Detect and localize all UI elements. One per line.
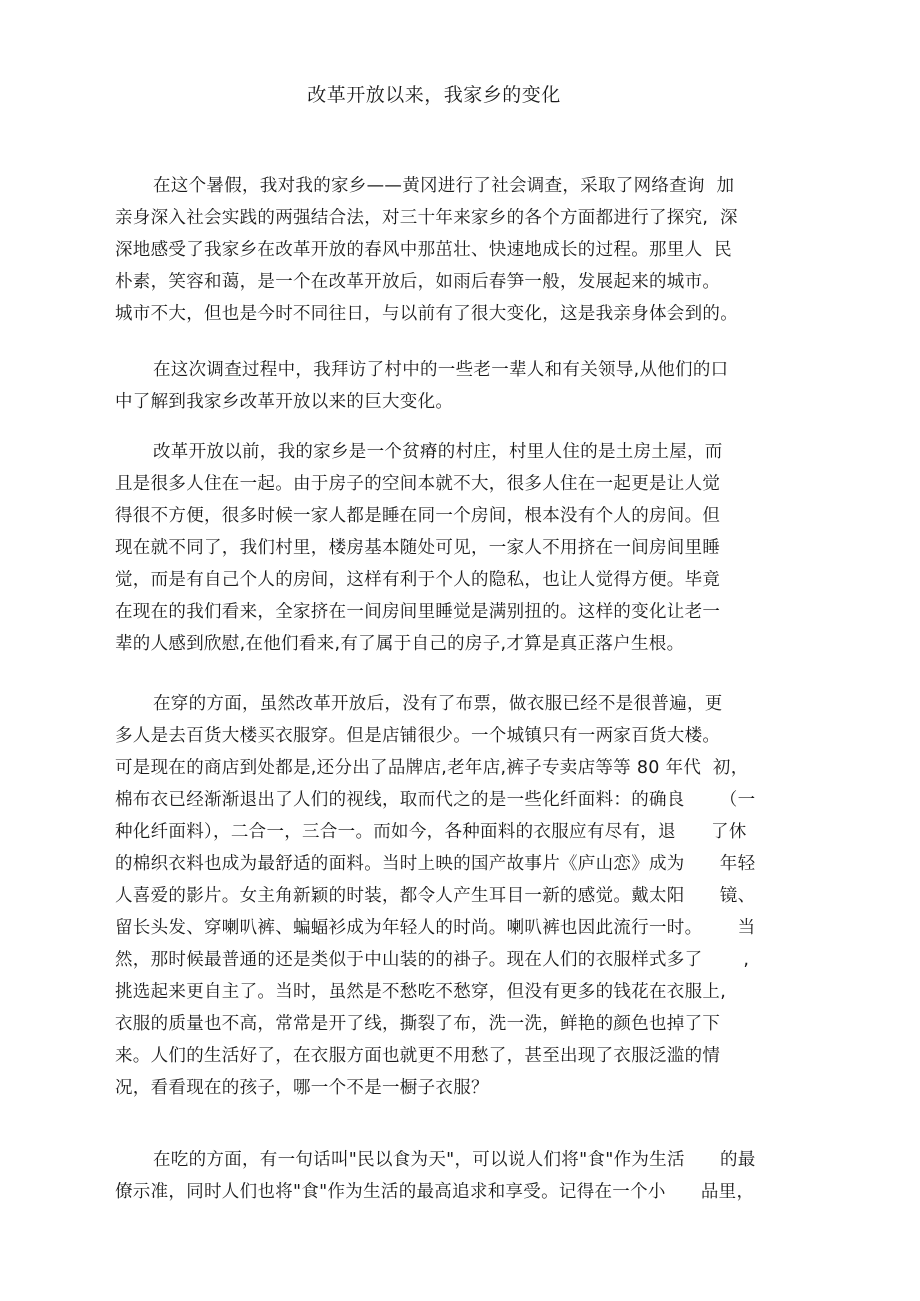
paragraph-line: 然，那时候最普通的还是类似于中山装的的褂子。现在人们的衣服样式多了 , — [115, 950, 750, 970]
paragraph-line: 现在就不同了，我们村里，楼房基本随处可见，一家人不用挤在一间房间里睡 — [115, 538, 721, 558]
paragraph-line: 改革开放以前，我的家乡是一个贫瘠的村庄，村里人住的是土房土屋，而 — [153, 442, 723, 462]
paragraph-line: 衣服的质量也不高，常常是开了线，撕裂了布，洗一洗，鲜艳的颜色也掉了下 — [115, 1014, 721, 1034]
paragraph-2 — [115, 354, 815, 418]
paragraph-line: 朴素，笑容和蔼，是一个在改革开放后，如雨后春笋一般，发展起来的城市。 — [115, 272, 721, 292]
paragraph-line: 来。人们的生活好了，在衣服方面也就更不用愁了，甚至出现了衣服泛滥的情 — [115, 1046, 721, 1066]
paragraph-5 — [115, 1144, 815, 1208]
paragraph-line: 人喜爱的影片。女主角新颖的时装，都令人产生耳目一新的感觉。戴太阳 镜、 — [115, 886, 756, 906]
paragraph-line: 留长头发、穿喇叭裤、蝙蝠衫成为年轻人的时尚。喇叭裤也因此流行一时。 当 — [115, 918, 756, 938]
paragraph-line: 可是现在的商店到处都是,还分出了品牌店,老年店,裤子专卖店等等 80 年代 初， — [115, 758, 749, 778]
paragraph-line: 挑选起来更自主了。当时，虽然是不愁吃不愁穿，但没有更多的钱花在衣服上, — [115, 982, 727, 1002]
paragraph-line: 在穿的方面，虽然改革开放后，没有了布票，做衣服已经不是很普遍，更 — [153, 694, 723, 714]
paragraph-line: 在这次调查过程中，我拜访了村中的一些老一辈人和有关领导,从他们的口 — [153, 360, 729, 380]
paragraph-line: 在现在的我们看来，全家挤在一间房间里睡觉是满别扭的。这样的变化让老一 — [115, 602, 721, 622]
paragraph-line: 况，看看现在的孩子，哪一个不是一橱子衣服？ — [115, 1078, 489, 1098]
paragraph-line: 亲身深入社会实践的两强结合法，对三十年来家乡的各个方面都进行了探究, 深 — [115, 208, 738, 228]
paragraph-3 — [115, 436, 815, 660]
paragraph-line: 觉，而是有自己个人的房间，这样有利于个人的隐私，也让人觉得方便。毕竟 — [115, 570, 721, 590]
paragraph-line: 辈的人感到欣慰,在他们看来,有了属于自己的房子,才算是真正落户生根。 — [115, 634, 685, 654]
paragraph-line: 多人是去百货大楼买衣服穿。但是店铺很少。一个城镇只有一两家百货大楼。 — [115, 726, 721, 746]
paragraph-line: 深地感受了我家乡在改革开放的春风中那茁壮、快速地成长的过程。那里人 民 — [115, 240, 732, 260]
paragraph-line: 得很不方便，很多时候一家人都是睡在同一个房间，根本没有个人的房间。但 — [115, 506, 721, 526]
paragraph-line: 种化纤面料），二合一，三合一。而如今，各种面料的衣服应有尽有，退 了休 — [115, 822, 747, 842]
paragraph-1 — [115, 170, 815, 330]
paragraph-line: 僚示准，同时人们也将"食"作为生活的最高追求和享受。记得在一个小 品里， — [115, 1182, 755, 1202]
paragraph-line: 棉布衣已经渐渐退出了人们的视线，取而代之的是一些化纤面料：的确良 （一 — [115, 790, 756, 810]
document-title: 改革开放以来，我家乡的变化 — [307, 84, 561, 106]
paragraph-line: 城市不大，但也是今时不同往日，与以前有了很大变化，这是我亲身体会到的。 — [115, 304, 738, 324]
paragraph-line: 中了解到我家乡改革开放以来的巨大变化。 — [115, 392, 454, 412]
paragraph-line: 在吃的方面，有一句话叫"民以食为天"，可以说人们将"食"作为生活 的最 — [153, 1150, 756, 1170]
paragraph-line: 且是很多人住在一起。由于房子的空间本就不大，很多人住在一起更是让人觉 — [115, 474, 721, 494]
paragraph-line: 在这个暑假，我对我的家乡——黄冈进行了社会调查，采取了网络查询 加 — [153, 176, 735, 196]
paragraph-line: 的棉织衣料也成为最舒适的面料。当时上映的国产故事片《庐山恋》成为 年轻 — [115, 854, 756, 874]
paragraph-4 — [115, 688, 815, 1104]
